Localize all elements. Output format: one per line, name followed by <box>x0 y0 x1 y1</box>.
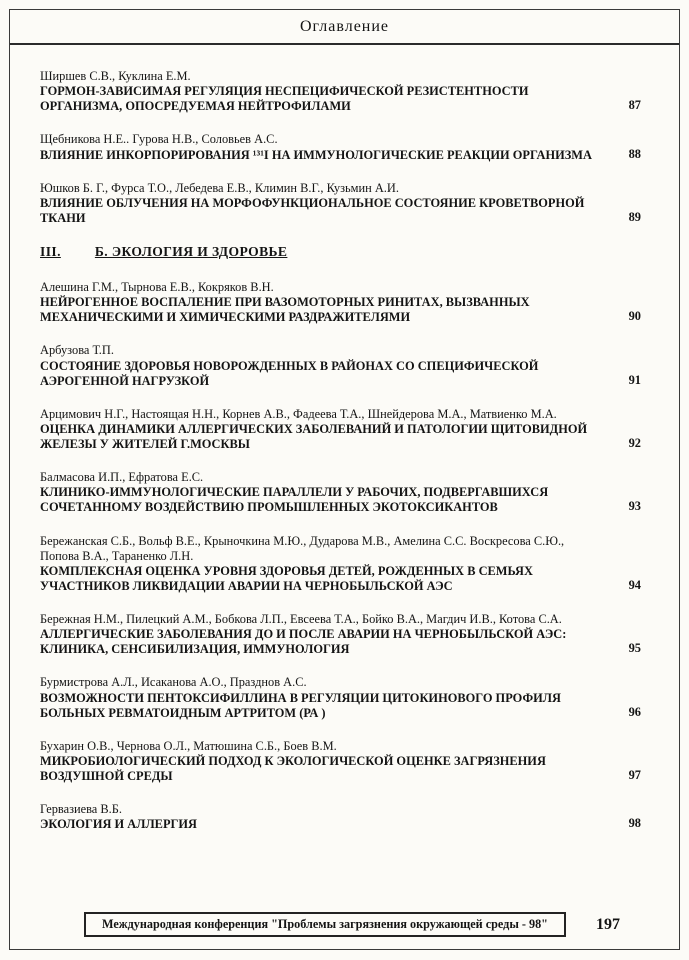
entry-title: ВЛИЯНИЕ ОБЛУЧЕНИЯ НА МОРФОФУНКЦИОНАЛЬНОЕ СОСТОЯНИЕ КРОВЕТВОРНОЙ ТКАНИ <box>40 195 585 225</box>
section-heading <box>40 244 641 260</box>
toc-entry <box>40 612 641 657</box>
entry-page-number: 95 <box>628 641 641 656</box>
entry-text-block <box>40 69 593 114</box>
entry-text-block <box>40 675 593 720</box>
entry-authors: Алешина Г.М., Тырнова Е.В., Кокряков В.Н. <box>40 280 274 294</box>
footer-conference-text: Международная конференция "Проблемы загрязнения окружающей среды - 98" <box>102 917 548 931</box>
toc-entry <box>40 802 641 832</box>
entry-authors: Арбузова Т.П. <box>40 343 114 358</box>
entry-page-number: 97 <box>628 768 641 782</box>
entry-authors: Юшков Б. Г., Фурса Т.О., Лебедева Е.В., Климин В.Г., Кузьмин А.И. <box>40 180 399 195</box>
entry-text-block <box>40 181 593 226</box>
toc-content <box>10 45 679 949</box>
entry-title: ОЦЕНКА ДИНАМИКИ АЛЛЕРГИЧЕСКИХ ЗАБОЛЕВАНИЙ И ПАТОЛОГИИ ЩИТОВИДНОЙ ЖЕЛЕЗЫ У ЖИТЕЛЕЙ Г.МОСКВЫ <box>40 421 588 451</box>
entry-title: КЛИНИКО-ИММУНОЛОГИЧЕСКИЕ ПАРАЛЛЕЛИ У РАБОЧИХ, ПОДВЕРГАВШИХСЯ СОЧЕТАННОМУ ВОЗДЕЙСТВИЮ ПРОМЫШЛЕННЫХ ЭКОТОКСИКАНТОВ <box>40 485 549 515</box>
entry-text-block <box>40 470 593 515</box>
entry-title: ВЛИЯНИЕ ИНКОРПОРИРОВАНИЯ ¹³¹I НА ИММУНОЛОГИЧЕСКИЕ РЕАКЦИИ ОРГАНИЗМА <box>40 147 592 162</box>
entry-authors: Бурмистрова А.Л., Исаканова А.О., Празднов А.С. <box>40 675 307 690</box>
entry-page-number: 87 <box>628 98 641 113</box>
toc-entry <box>40 280 641 325</box>
entry-authors: Щебникова Н.Е.. Гурова Н.В., Соловьев А.С. <box>40 132 278 147</box>
entry-authors: Гервазиева В.Б. <box>40 802 122 817</box>
entry-page-number: 98 <box>628 816 641 831</box>
entry-page-number: 94 <box>628 577 641 592</box>
entry-title: ЭКОЛОГИЯ И АЛЛЕРГИЯ <box>40 817 197 832</box>
toc-entry <box>40 739 641 784</box>
entry-page-number: 92 <box>628 436 641 450</box>
page-footer <box>40 906 641 949</box>
toc-groups <box>40 69 641 850</box>
entry-title: НЕЙРОГЕННОЕ ВОСПАЛЕНИЕ ПРИ ВАЗОМОТОРНЫХ РИНИТАХ, ВЫЗВАННЫХ МЕХАНИЧЕСКИМИ И ХИМИЧЕСКИМИ РАЗДРАЖИТЕЛЯМИ <box>40 295 530 325</box>
page-header <box>10 10 679 45</box>
toc-entry <box>40 343 641 388</box>
entry-authors: Балмасова И.П., Ефратова Е.С. <box>40 470 204 485</box>
page-border-frame <box>9 9 680 950</box>
toc-entry <box>40 534 641 595</box>
entry-text-block <box>40 802 593 832</box>
entry-page-number: 93 <box>628 499 641 514</box>
entry-page-number: 96 <box>628 704 641 719</box>
entry-authors: Арцимович Н.Г., Настоящая Н.Н., Корнев А.В., Фадеева Т.А., Шнейдерова М.А., Матвиенко М.А. <box>40 406 557 421</box>
toc-entry <box>40 69 641 114</box>
entry-page-number: 89 <box>628 209 641 224</box>
entry-text-block <box>40 534 593 595</box>
entry-authors: Бухарин О.В., Чернова О.Л., Матюшина С.Б., Боев В.М. <box>40 738 337 753</box>
entry-title: КОМПЛЕКСНАЯ ОЦЕНКА УРОВНЯ ЗДОРОВЬЯ ДЕТЕЙ, РОЖДЕННЫХ В СЕМЬЯХ УЧАСТНИКОВ ЛИКВИДАЦИИ АВАРИИ НА ЧЕРНОБЫЛЬСКОЙ АЭС <box>40 563 533 593</box>
entry-text-block <box>40 739 593 784</box>
entry-text-block <box>40 132 593 162</box>
entry-text-block <box>40 612 593 657</box>
footer-page-number: 197 <box>595 915 620 933</box>
entry-authors: Ширшев С.В., Куклина Е.М. <box>40 69 191 83</box>
entry-page-number: 88 <box>628 146 641 161</box>
footer-box <box>84 912 566 937</box>
toc-entry <box>40 675 641 720</box>
toc-entry <box>40 407 641 452</box>
entry-authors: Бережанская С.Б., Вольф В.Е., Крыночкина М.Ю., Дударова М.В., Амелина С.С. Воскресова С.Ю., Попова В.А., Тараненко Л.Н. <box>40 533 565 563</box>
entry-text-block <box>40 343 593 388</box>
toc-entry <box>40 470 641 515</box>
entry-page-number: 90 <box>628 309 641 324</box>
entry-title: СОСТОЯНИЕ ЗДОРОВЬЯ НОВОРОЖДЕННЫХ В РАЙОНАХ СО СПЕЦИФИЧЕСКОЙ АЭРОГЕННОЙ НАГРУЗКОЙ <box>40 358 539 388</box>
toc-entry <box>40 132 641 162</box>
page-title: Оглавление <box>299 18 390 35</box>
entry-page-number: 91 <box>628 372 641 387</box>
toc-entry <box>40 181 641 226</box>
entry-title: ГОРМОН-ЗАВИСИМАЯ РЕГУЛЯЦИЯ НЕСПЕЦИФИЧЕСКОЙ РЕЗИСТЕНТНОСТИ ОРГАНИЗМА, ОПОСРЕДУЕМАЯ НЕЙТРОФИЛАМИ <box>40 84 529 114</box>
entry-authors: Бережная Н.М., Пилецкий А.М., Бобкова Л.П., Евсеева Т.А., Бойко В.А., Магдич И.В., Котова С.А. <box>40 612 562 626</box>
entry-title: МИКРОБИОЛОГИЧЕСКИЙ ПОДХОД К ЭКОЛОГИЧЕСКОЙ ОЦЕНКЕ ЗАГРЯЗНЕНИЯ ВОЗДУШНОЙ СРЕДЫ <box>40 753 546 783</box>
entry-title: ВОЗМОЖНОСТИ ПЕНТОКСИФИЛЛИНА В РЕГУЛЯЦИИ ЦИТОКИНОВОГО ПРОФИЛЯ БОЛЬНЫХ РЕВМАТОИДНЫМ АРТРИТОМ (РА ) <box>40 690 561 720</box>
entry-title: АЛЛЕРГИЧЕСКИЕ ЗАБОЛЕВАНИЯ ДО И ПОСЛЕ АВАРИИ НА ЧЕРНОБЫЛЬСКОЙ АЭС: КЛИНИКА, СЕНСИБИЛИЗАЦИЯ, ИММУНОЛОГИЯ <box>40 627 567 657</box>
section-title: Б. ЭКОЛОГИЯ И ЗДОРОВЬЕ <box>94 244 288 259</box>
entry-text-block <box>40 407 593 452</box>
entry-text-block <box>40 280 593 325</box>
section-number: III. <box>40 244 61 259</box>
